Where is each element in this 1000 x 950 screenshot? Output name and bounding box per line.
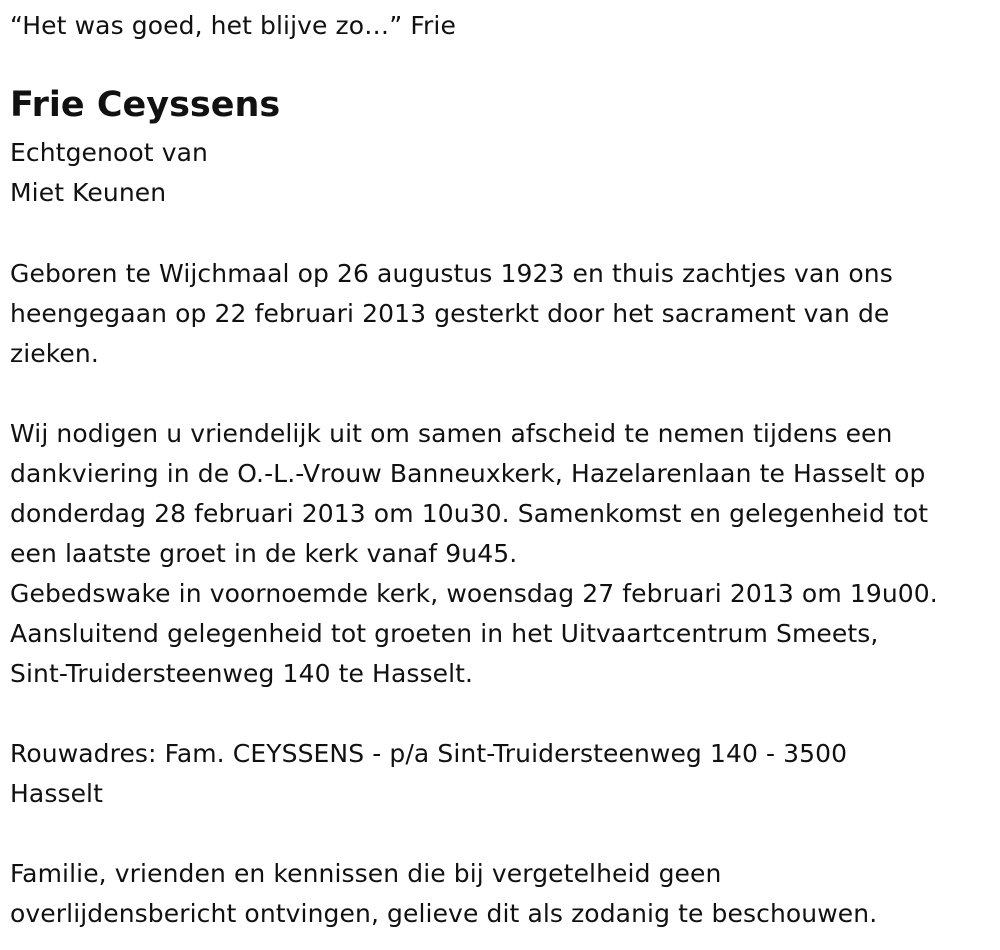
paragraph-line: een laatste groet in de kerk vanaf 9u45. — [10, 539, 518, 568]
paragraph-line: Hasselt — [10, 779, 103, 808]
paragraph-line: zieken. — [10, 339, 99, 368]
spouse-section — [10, 133, 208, 213]
paragraph-line: Rouwadres: Fam. CEYSSENS - p/a Sint-Truidersteenweg 140 - 3500 — [10, 739, 848, 768]
paragraph-line: Wij nodigen u vriendelijk uit om samen afscheid te nemen tijdens een — [10, 419, 893, 448]
paragraph-line: Geboren te Wijchmaal op 26 augustus 1923 en thuis zachtjes van ons — [10, 259, 893, 288]
paragraph-line: Sint-Truidersteenweg 140 te Hasselt. — [10, 659, 474, 688]
family-notice-paragraph — [10, 854, 877, 934]
paragraph-line: dankviering in de O.-L.-Vrouw Banneuxkerk, Hazelarenlaan te Hasselt op — [10, 459, 926, 488]
opening-quote: “Het was goed, het blijve zo…” Frie — [10, 11, 456, 40]
paragraph-line: overlijdensbericht ontvingen, gelieve dit als zodanig te beschouwen. — [10, 899, 878, 928]
paragraph-line: Gebedswake in voornoemde kerk, woensdag 27 februari 2013 om 19u00. — [10, 579, 938, 608]
spouse-name: Miet Keunen — [10, 178, 167, 207]
spouse-label: Echtgenoot van — [10, 138, 208, 167]
paragraph-line: Familie, vrienden en kennissen die bij vergetelheid geen — [10, 859, 722, 888]
paragraph-line: Aansluitend gelegenheid tot groeten in het Uitvaartcentrum Smeets, — [10, 619, 879, 648]
paragraph-line: donderdag 28 februari 2013 om 10u30. Samenkomst en gelegenheid tot — [10, 499, 929, 528]
birth-death-paragraph — [10, 254, 893, 374]
mourning-address — [10, 734, 847, 814]
deceased-name: Frie Ceyssens — [10, 85, 281, 125]
ceremony-invitation-paragraph — [10, 414, 938, 694]
paragraph-line: heengegaan op 22 februari 2013 gesterkt door het sacrament van de — [10, 299, 890, 328]
